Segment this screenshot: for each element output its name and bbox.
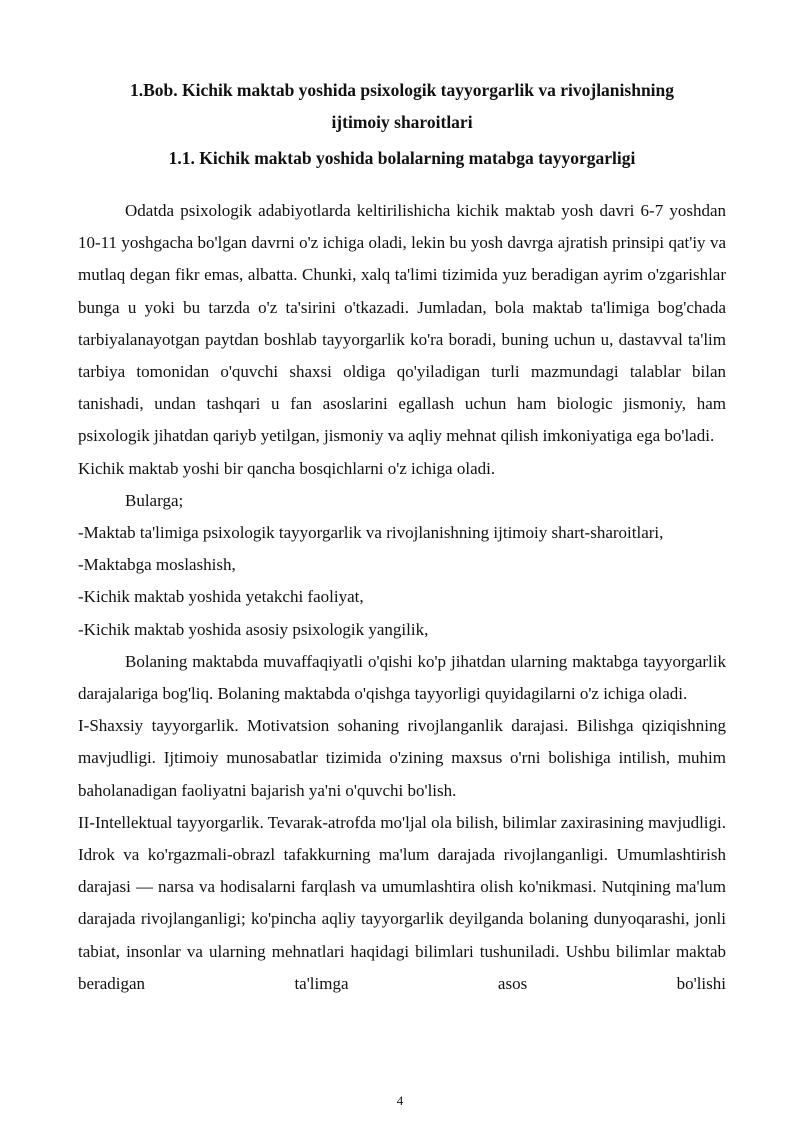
paragraph-intellectual-readiness: II-Intellektual tayyorgarlik. Tevarak-atrofda mo'ljal ola bilish, bilimlar zaxirasining mavjudligi. Idrok va ko'rgazmali-obrazl tafakkurning ma'lum darajada rivojlanganligi. Umumlashtirish darajasi — narsa va hodisalarni farqlash va umumlashtira olish ko'nikmasi. Nutqining ma'lum darajada rivojlanganligi; ko'pincha aqliy tayyorgarlik deyilganda bolaning dunyoqarashi, jonli tabiat, insonlar va ularning mehnatlari haqidagi bilimlari tushuniladi. Ushbu bilimlar maktab beradigan ta'limga asos bo'lishi (78, 812, 726, 993)
paragraph-stages: Kichik maktab yoshi bir qancha bosqichlarni o'z ichiga oladi. (78, 458, 496, 478)
list-item: -Maktabga moslashish, (78, 555, 236, 575)
paragraph-intro: Odatda psixologik adabiyotlarda keltirilishicha kichik maktab yosh davri 6-7 yoshdan 10-11 yoshgacha bo'lgan davrni o'z ichiga oladi, lekin bu yosh davrga ajratish prinsipi qat'iy va mutlaq degan fikr emas, albatta. Chunki, xalq ta'limi tizimida yuz beradigan ayrim o'zgarishlar bunga u yoki bu tarzda o'z ta'sirini o'tkazadi. Jumladan, bola maktab ta'limiga bog'chada tarbiyalanayotgan paytdan boshlab tayyorgarlik ko'ra boradi, buning uchun u, dastavval ta'lim tarbiya tomonidan o'quvchi shaxsi oldiga qo'yiladigan turli mazmundagi talablar bilan tanishadi, undan tashqari u fan asoslarini egallash uchun ham biologic jismoniy, ham psixologik jihatdan qariyb yetilgan, jismoniy va aqliy mehnat qilish imkoniyatiga ega bo'ladi. (78, 201, 726, 446)
paragraph-readiness: Bolaning maktabda muvaffaqiyatli o'qishi ko'p jihatdan ularning maktabga tayyorgarlik darajalariga bog'liq. Bolaning maktabda o'qishga tayyorligi quyidagilarni o'z ichiga oladi. (78, 651, 726, 704)
list-item: -Kichik maktab yoshida asosiy psixologik yangilik, (78, 619, 429, 639)
section-title: 1.1. Kichik maktab yoshida bolalarning matabga tayyorgarligi (168, 148, 636, 168)
list-item: -Kichik maktab yoshida yetakchi faoliyat, (78, 587, 364, 607)
body-text (78, 195, 726, 1000)
chapter-title (78, 74, 726, 138)
paragraph-bularga: Bularga; (125, 490, 184, 510)
paragraph-personal-readiness: I-Shaxsiy tayyorgarlik. Motivatsion sohaning rivojlanganlik darajasi. Bilishga qiziqishning mavjudligi. Ijtimoiy munosabatlar tizimida o'zining maxsus o'rni bolishiga intilish, muhim baholanadigan faoliyatni bajarish ya'ni o'quvchi bo'lish. (78, 716, 726, 800)
list-item: -Maktab ta'limiga psixologik tayyorgarlik va rivojlanishning ijtimoiy shart-sharoitlari, (78, 523, 664, 543)
chapter-title-line-1: 1.Bob. Kichik maktab yoshida psixologik tayyorgarlik va rivojlanishning (129, 80, 675, 100)
page-number: 4 (396, 1093, 404, 1108)
chapter-title-line-2: ijtimoiy sharoitlari (331, 112, 473, 132)
